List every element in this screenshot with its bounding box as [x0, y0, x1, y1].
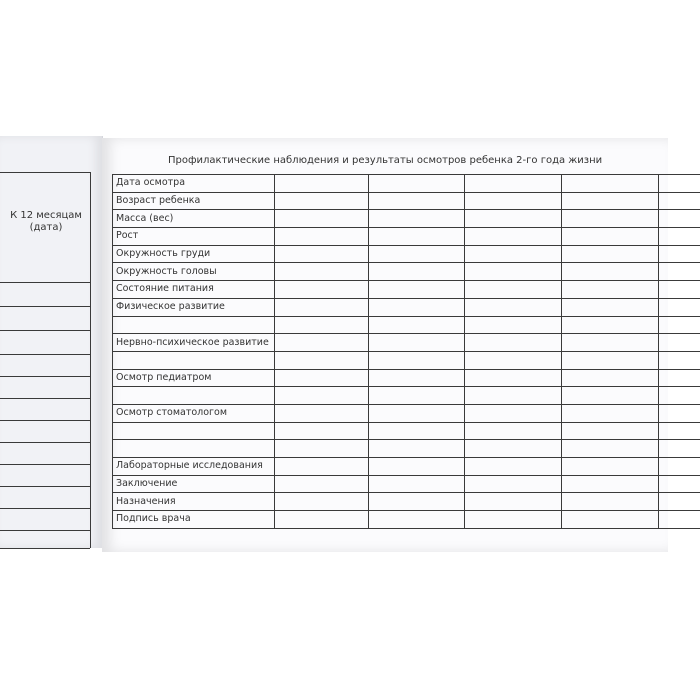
entry-cell[interactable]	[275, 511, 369, 529]
entry-cell[interactable]	[369, 387, 465, 405]
entry-cell[interactable]	[369, 228, 465, 246]
table-row-line	[0, 354, 90, 355]
entry-cell[interactable]	[275, 475, 369, 493]
entry-cell[interactable]	[369, 210, 465, 228]
entry-cell[interactable]	[562, 511, 659, 529]
table-row	[113, 245, 700, 263]
entry-cell[interactable]	[562, 228, 659, 246]
entry-cell[interactable]	[659, 334, 700, 352]
entry-cell[interactable]	[275, 458, 369, 476]
table-row	[113, 175, 700, 193]
entry-cell[interactable]	[465, 422, 562, 440]
table-row	[113, 458, 700, 476]
entry-cell[interactable]	[562, 422, 659, 440]
entry-cell[interactable]	[275, 298, 369, 316]
entry-cell[interactable]	[369, 404, 465, 422]
entry-cell[interactable]	[659, 192, 700, 210]
entry-cell[interactable]	[562, 369, 659, 387]
entry-cell[interactable]	[465, 175, 562, 193]
entry-cell[interactable]	[465, 263, 562, 281]
entry-cell[interactable]	[465, 192, 562, 210]
table-row-line	[0, 442, 90, 443]
entry-cell[interactable]	[275, 210, 369, 228]
entry-cell[interactable]	[562, 263, 659, 281]
table-row	[113, 387, 700, 405]
entry-cell[interactable]	[659, 387, 700, 405]
entry-cell[interactable]	[465, 316, 562, 334]
entry-cell[interactable]	[465, 210, 562, 228]
table-row	[113, 440, 700, 458]
row-label: Возраст ребенка	[113, 192, 275, 210]
row-label: Осмотр стоматологом	[113, 404, 275, 422]
entry-cell[interactable]	[659, 175, 700, 193]
row-label	[113, 387, 275, 405]
entry-cell[interactable]	[659, 228, 700, 246]
table-row-line	[0, 464, 90, 465]
entry-cell[interactable]	[562, 493, 659, 511]
row-label	[113, 422, 275, 440]
table-row-line	[0, 306, 90, 307]
row-label: Назначения	[113, 493, 275, 511]
row-label	[113, 316, 275, 334]
table-row-line	[0, 486, 90, 487]
entry-cell[interactable]	[275, 263, 369, 281]
page-title: Профилактические наблюдения и результаты осмотров ребенка 2-го года жизни	[168, 155, 603, 166]
entry-cell[interactable]	[369, 175, 465, 193]
entry-cell[interactable]	[659, 511, 700, 529]
entry-cell[interactable]	[659, 245, 700, 263]
entry-cell[interactable]	[275, 422, 369, 440]
table-row	[113, 263, 700, 281]
table-row	[113, 369, 700, 387]
entry-cell[interactable]	[659, 458, 700, 476]
entry-cell[interactable]	[562, 351, 659, 369]
row-label: Дата осмотра	[113, 175, 275, 193]
entry-cell[interactable]	[369, 245, 465, 263]
entry-cell[interactable]	[369, 192, 465, 210]
table-row	[113, 210, 700, 228]
row-label: Окружность груди	[113, 245, 275, 263]
row-label: Окружность головы	[113, 263, 275, 281]
entry-cell[interactable]	[659, 281, 700, 299]
row-label: Нервно-психическое развитие	[113, 334, 275, 352]
table-row-line	[0, 330, 90, 331]
entry-cell[interactable]	[369, 334, 465, 352]
row-label: Подпись врача	[113, 511, 275, 529]
table-row	[113, 493, 700, 511]
entry-cell[interactable]	[369, 511, 465, 529]
table-row	[113, 422, 700, 440]
table-row	[113, 298, 700, 316]
entry-cell[interactable]	[465, 228, 562, 246]
entry-cell[interactable]	[275, 175, 369, 193]
entry-cell[interactable]	[369, 369, 465, 387]
table-row-line	[0, 398, 90, 399]
row-label: Лабораторные исследования	[113, 458, 275, 476]
table-row-line	[0, 376, 90, 377]
entry-cell[interactable]	[659, 351, 700, 369]
table-row-line	[0, 508, 90, 509]
entry-cell[interactable]	[275, 334, 369, 352]
entry-cell[interactable]	[369, 458, 465, 476]
table-row	[113, 316, 700, 334]
row-label	[113, 351, 275, 369]
entry-cell[interactable]	[369, 475, 465, 493]
entry-cell[interactable]	[659, 316, 700, 334]
entry-cell[interactable]	[369, 316, 465, 334]
entry-cell[interactable]	[275, 404, 369, 422]
table-row-line	[0, 420, 90, 421]
entry-cell[interactable]	[369, 351, 465, 369]
entry-cell[interactable]	[369, 440, 465, 458]
entry-cell[interactable]	[659, 493, 700, 511]
entry-cell[interactable]	[369, 298, 465, 316]
entry-cell[interactable]	[465, 387, 562, 405]
table-row	[113, 351, 700, 369]
observation-table	[112, 174, 700, 529]
entry-cell[interactable]	[465, 334, 562, 352]
entry-cell[interactable]	[562, 245, 659, 263]
entry-cell[interactable]	[465, 475, 562, 493]
entry-cell[interactable]	[465, 245, 562, 263]
entry-cell[interactable]	[369, 263, 465, 281]
entry-cell[interactable]	[562, 387, 659, 405]
table-row-line	[0, 172, 90, 173]
entry-cell[interactable]	[465, 369, 562, 387]
entry-cell[interactable]	[562, 404, 659, 422]
entry-cell[interactable]	[562, 316, 659, 334]
entry-cell[interactable]	[659, 440, 700, 458]
row-label: Осмотр педиатром	[113, 369, 275, 387]
entry-cell[interactable]	[562, 334, 659, 352]
entry-cell[interactable]	[562, 210, 659, 228]
entry-cell[interactable]	[275, 192, 369, 210]
entry-cell[interactable]	[369, 422, 465, 440]
entry-cell[interactable]	[275, 351, 369, 369]
table-row	[113, 334, 700, 352]
entry-cell[interactable]	[465, 404, 562, 422]
entry-cell[interactable]	[659, 422, 700, 440]
entry-cell[interactable]	[275, 228, 369, 246]
entry-cell[interactable]	[465, 298, 562, 316]
entry-cell[interactable]	[659, 298, 700, 316]
entry-cell[interactable]	[659, 475, 700, 493]
entry-cell[interactable]	[275, 316, 369, 334]
table-row	[113, 228, 700, 246]
entry-cell[interactable]	[562, 192, 659, 210]
entry-cell[interactable]	[465, 440, 562, 458]
entry-cell[interactable]	[275, 281, 369, 299]
table-row	[113, 511, 700, 529]
row-label: Заключение	[113, 475, 275, 493]
entry-cell[interactable]	[659, 369, 700, 387]
entry-cell[interactable]	[562, 440, 659, 458]
entry-cell[interactable]	[275, 387, 369, 405]
entry-cell[interactable]	[562, 281, 659, 299]
entry-cell[interactable]	[369, 493, 465, 511]
row-label: Физическое развитие	[113, 298, 275, 316]
table-row	[113, 281, 700, 299]
table-row-line	[0, 530, 90, 531]
row-label: Состояние питания	[113, 281, 275, 299]
entry-cell[interactable]	[562, 175, 659, 193]
entry-cell[interactable]	[275, 440, 369, 458]
table-row-line	[0, 548, 90, 549]
entry-cell[interactable]	[562, 458, 659, 476]
entry-cell[interactable]	[465, 493, 562, 511]
entry-cell[interactable]	[562, 475, 659, 493]
entry-cell[interactable]	[275, 369, 369, 387]
entry-cell[interactable]	[369, 281, 465, 299]
entry-cell[interactable]	[465, 351, 562, 369]
entry-cell[interactable]	[659, 263, 700, 281]
entry-cell[interactable]	[465, 511, 562, 529]
entry-cell[interactable]	[275, 245, 369, 263]
entry-cell[interactable]	[465, 458, 562, 476]
entry-cell[interactable]	[659, 404, 700, 422]
left-column-header: К 12 месяцам (дата)	[10, 210, 82, 233]
table-row	[113, 192, 700, 210]
entry-cell[interactable]	[465, 281, 562, 299]
entry-cell[interactable]	[275, 493, 369, 511]
table-row-line	[0, 282, 90, 283]
table-row	[113, 404, 700, 422]
left-page	[0, 136, 103, 548]
table-row	[113, 475, 700, 493]
entry-cell[interactable]	[562, 298, 659, 316]
row-label: Масса (вес)	[113, 210, 275, 228]
row-label: Рост	[113, 228, 275, 246]
row-label	[113, 440, 275, 458]
entry-cell[interactable]	[659, 210, 700, 228]
